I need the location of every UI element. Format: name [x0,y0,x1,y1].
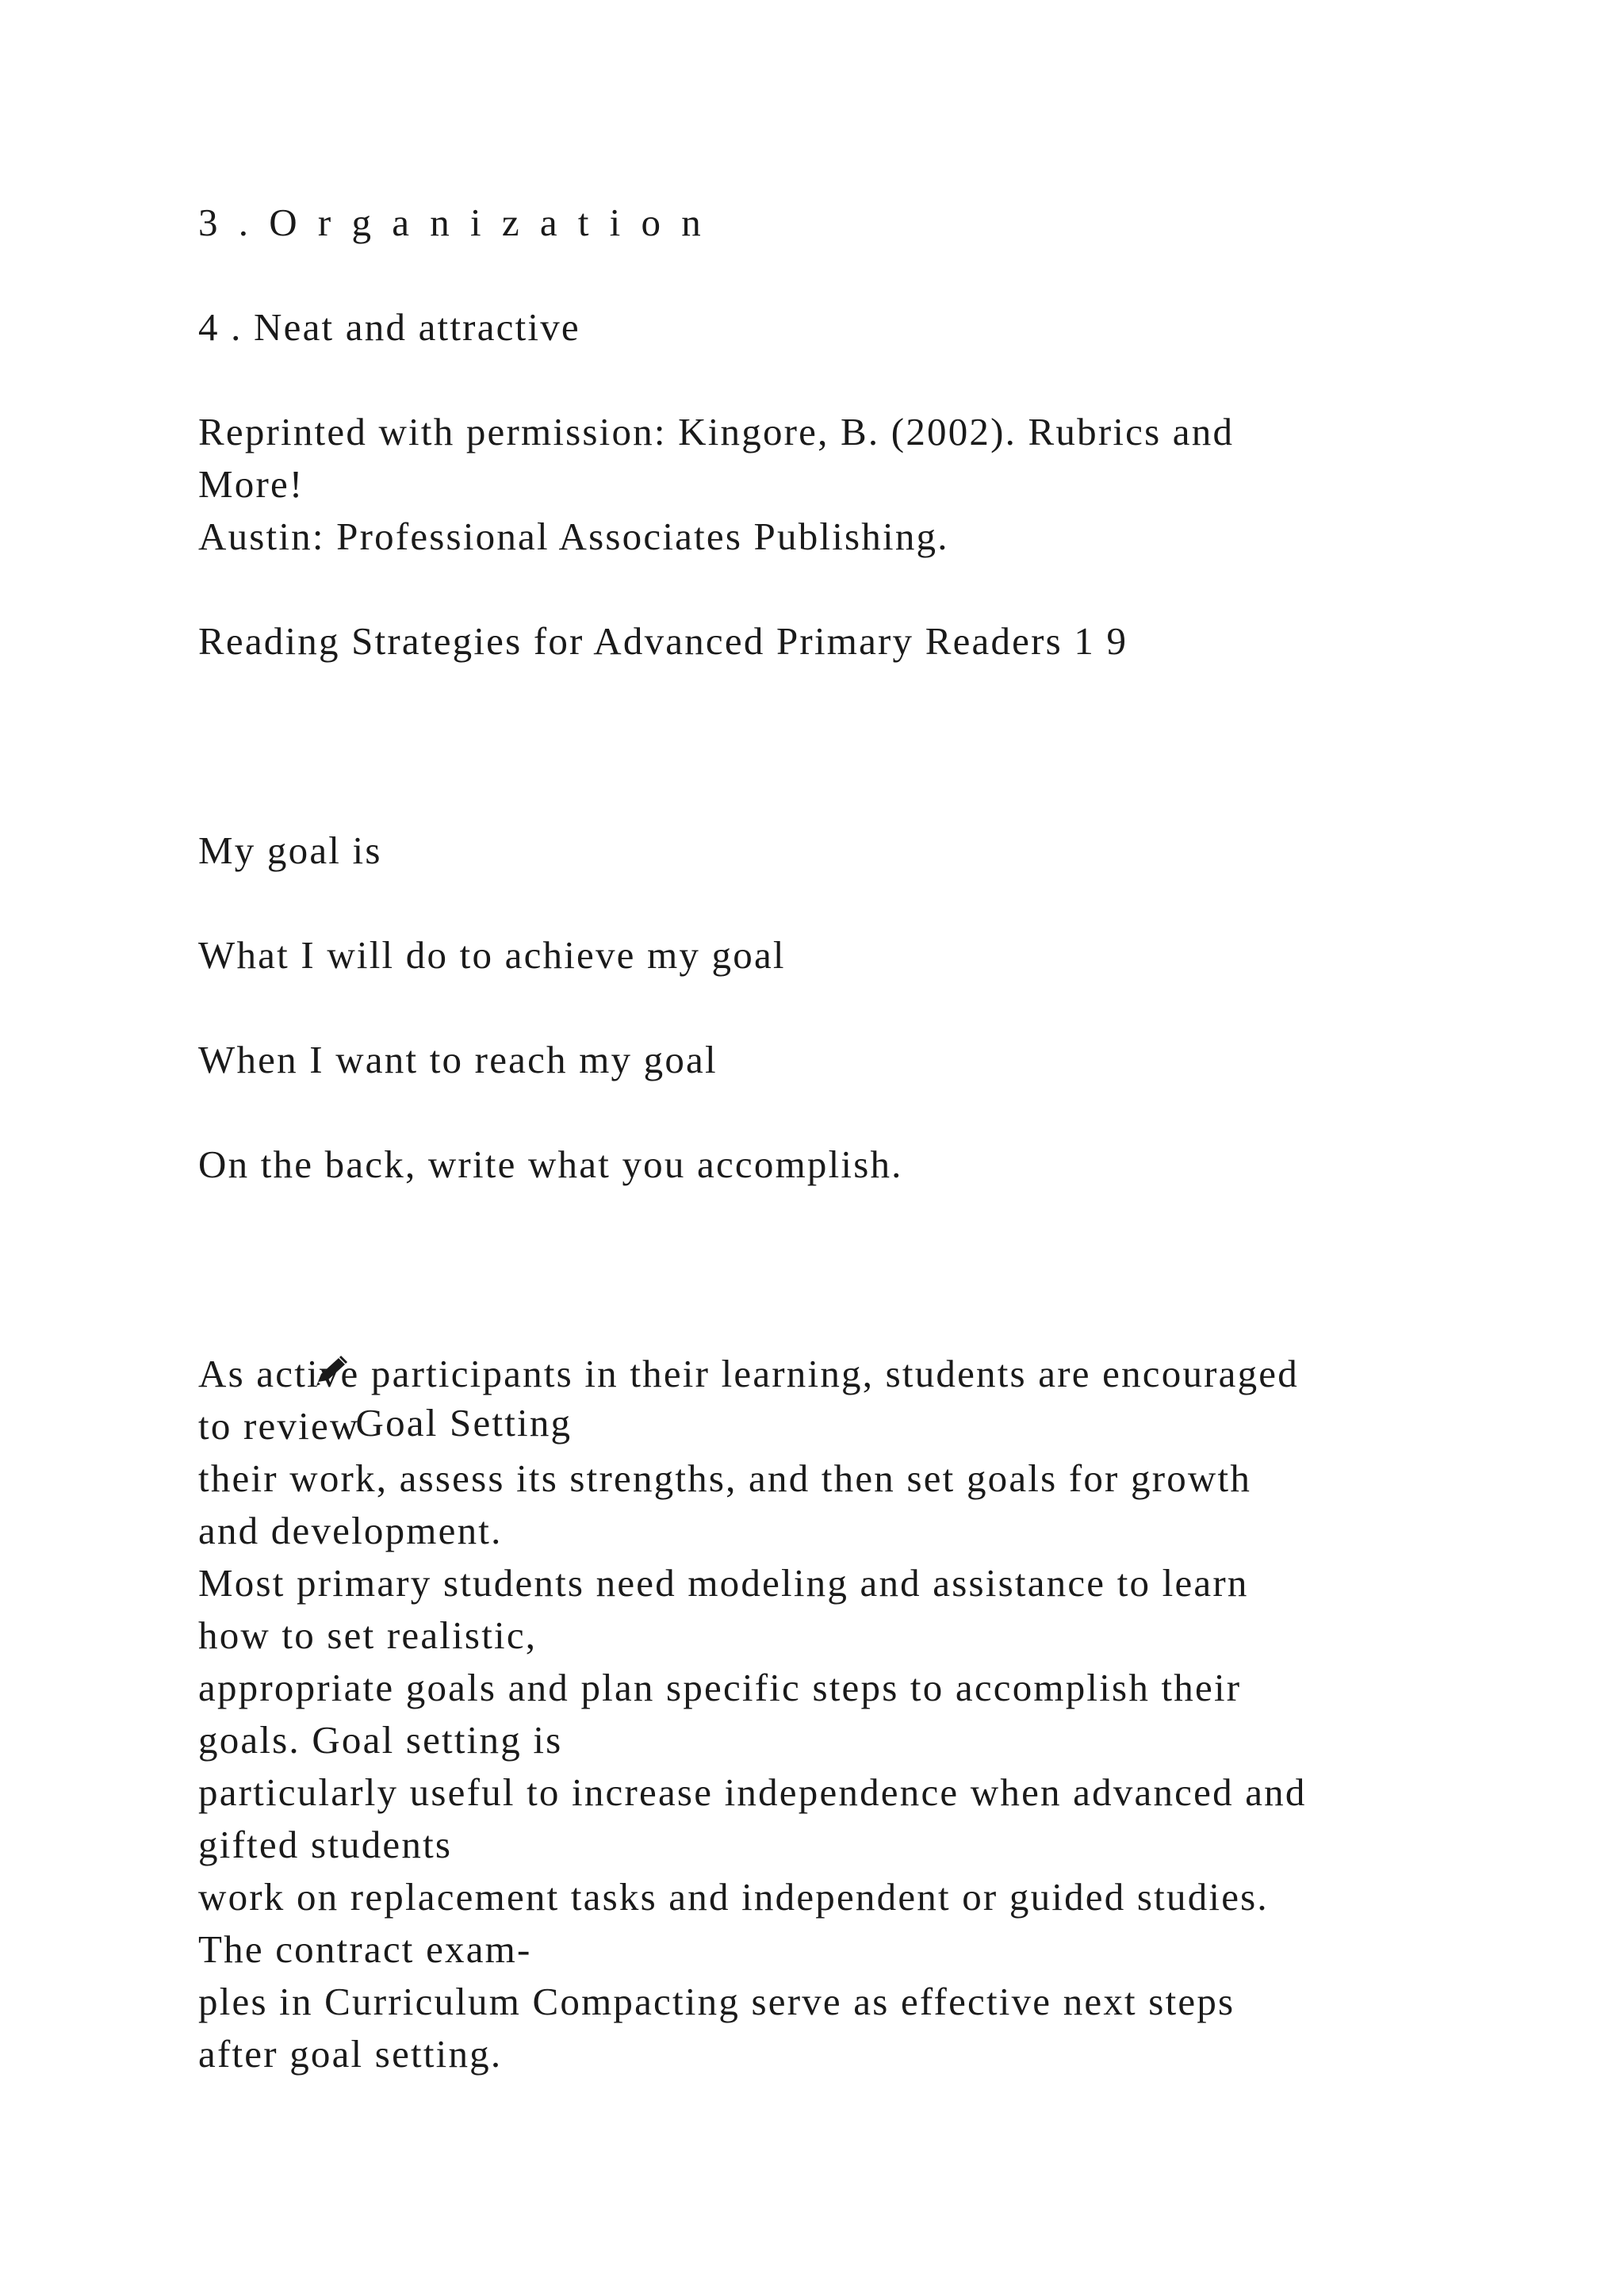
page-footer: Reading Strategies for Advanced Primary Readers 1 9 [198,619,1128,663]
citation-line-3: Austin: Professional Associates Publishing. [198,515,949,558]
prompt-when-reach-goal: When I want to reach my goal [198,1038,718,1081]
paragraph-line: goals. Goal setting is [198,1718,563,1762]
prompt-what-i-will-do: What I will do to achieve my goal [198,933,786,977]
paragraph-line: their work, assess its strengths, and then set goals for growth [198,1456,1252,1500]
paragraph-line: after goal setting. [198,2032,503,2076]
paragraph-line: work on replacement tasks and independent or guided studies. [198,1875,1269,1919]
prompt-back-accomplish: On the back, write what you accomplish. [198,1142,903,1186]
paragraph-line: ples in Curriculum Compacting serve as effective next steps [198,1980,1235,2023]
paragraph-line: As active participants in their learning, students are encouraged [198,1352,1299,1395]
citation-line-1: Reprinted with permission: Kingore, B. (2002). Rubrics and [198,410,1235,453]
citation-line-2: More! [198,462,304,506]
paragraph-line: Most primary students need modeling and assistance to learn [198,1561,1249,1605]
section-heading-text: Goal Setting [355,1401,573,1445]
list-item-organization: 3 . O r g a n i z a t i o n [198,201,707,244]
paragraph-line: how to set realistic, [198,1613,538,1657]
paragraph-line: The contract exam- [198,1927,532,1971]
paragraph-line: and development. [198,1509,503,1552]
prompt-my-goal: My goal is [198,828,382,872]
paragraph-line: appropriate goals and plan specific steps to accomplish their [198,1666,1242,1709]
paragraph-line: particularly useful to increase independence when advanced and [198,1770,1307,1814]
paragraph-line: to review [198,1404,360,1448]
paragraph-line: gifted students [198,1823,453,1866]
list-item-neat-attractive: 4 . Neat and attractive [198,305,580,349]
